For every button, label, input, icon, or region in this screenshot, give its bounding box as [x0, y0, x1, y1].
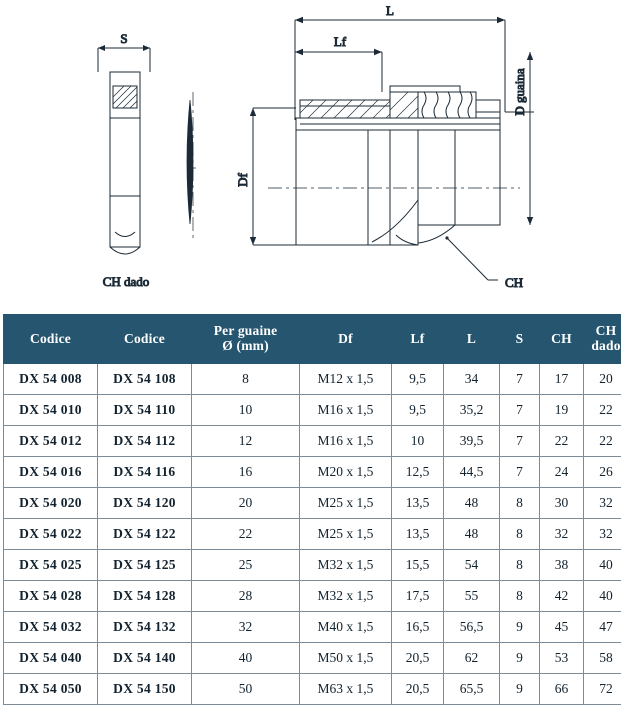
- table-row: [4, 550, 621, 581]
- header-lf: [392, 315, 444, 364]
- cell-value: 15,5: [392, 550, 444, 581]
- cell-value: 8: [500, 488, 540, 519]
- cell-code: DX 54 122: [98, 519, 192, 550]
- cell-value: 9: [500, 674, 540, 705]
- table-row: [4, 426, 621, 457]
- cell-value: 50: [192, 674, 300, 705]
- header-df: [300, 315, 392, 364]
- cell-value: 8: [500, 581, 540, 612]
- cell-value: 42: [540, 581, 584, 612]
- cell-code: DX 54 108: [98, 364, 192, 395]
- cell-value: 16,5: [392, 612, 444, 643]
- cell-value: 40: [192, 643, 300, 674]
- cell-code: DX 54 010: [4, 395, 98, 426]
- cell-code: DX 54 132: [98, 612, 192, 643]
- cell-value: 47: [584, 612, 621, 643]
- table-row: [4, 457, 621, 488]
- cell-value: 25: [192, 550, 300, 581]
- cell-code: DX 54 150: [98, 674, 192, 705]
- leader-ch: [445, 236, 498, 280]
- cell-value: 8: [500, 550, 540, 581]
- cell-value: 9: [500, 643, 540, 674]
- table-row: [4, 395, 621, 426]
- dim-lf: [295, 49, 382, 92]
- cell-code: DX 54 050: [4, 674, 98, 705]
- cell-value: 40: [584, 581, 621, 612]
- cell-value: 65,5: [444, 674, 500, 705]
- header-ch-dado: [584, 315, 621, 364]
- label-l: L: [386, 3, 394, 18]
- cell-code: DX 54 008: [4, 364, 98, 395]
- cell-value: 22: [584, 395, 621, 426]
- cell-value: 48: [444, 519, 500, 550]
- technical-drawing: [0, 0, 621, 312]
- cell-value: 22: [192, 519, 300, 550]
- cell-value: 62: [444, 643, 500, 674]
- table-row: [4, 364, 621, 395]
- cell-value: 66: [540, 674, 584, 705]
- table-body: [4, 364, 621, 705]
- cell-value: 20: [584, 364, 621, 395]
- cell-code: DX 54 128: [98, 581, 192, 612]
- cell-value: 13,5: [392, 488, 444, 519]
- label-s: S: [120, 31, 128, 46]
- cell-value: 30: [540, 488, 584, 519]
- table-row: [4, 643, 621, 674]
- cell-value: 7: [500, 364, 540, 395]
- cell-value: M50 x 1,5: [300, 643, 392, 674]
- cell-value: 39,5: [444, 426, 500, 457]
- cell-code: DX 54 032: [4, 612, 98, 643]
- label-ch: CH: [505, 275, 524, 290]
- cell-code: DX 54 040: [4, 643, 98, 674]
- table-row: [4, 581, 621, 612]
- cell-value: 20: [192, 488, 300, 519]
- cell-value: 26: [584, 457, 621, 488]
- cell-value: 22: [584, 426, 621, 457]
- cell-value: 7: [500, 426, 540, 457]
- cell-value: 10: [392, 426, 444, 457]
- header-codice-2: [98, 315, 192, 364]
- cell-value: 72: [584, 674, 621, 705]
- cell-value: M16 x 1,5: [300, 426, 392, 457]
- header-s: [500, 315, 540, 364]
- cell-value: 7: [500, 395, 540, 426]
- cell-value: M16 x 1,5: [300, 395, 392, 426]
- cell-code: DX 54 110: [98, 395, 192, 426]
- cell-value: M20 x 1,5: [300, 457, 392, 488]
- cell-value: 10: [192, 395, 300, 426]
- table-row: [4, 519, 621, 550]
- cell-value: 32: [540, 519, 584, 550]
- cell-value: 48: [444, 488, 500, 519]
- spec-table-container: [3, 314, 621, 705]
- label-lf: Lf: [333, 34, 347, 49]
- cell-value: M25 x 1,5: [300, 519, 392, 550]
- header-ch: [540, 315, 584, 364]
- cell-value: 20,5: [392, 674, 444, 705]
- cell-value: 40: [584, 550, 621, 581]
- cell-value: 16: [192, 457, 300, 488]
- cell-value: 35,2: [444, 395, 500, 426]
- header-per-guaine: [192, 315, 300, 364]
- cell-value: 7: [500, 457, 540, 488]
- spec-table: [3, 314, 621, 705]
- cell-code: DX 54 012: [4, 426, 98, 457]
- cell-value: 32: [584, 488, 621, 519]
- header-main: Codice: [124, 330, 165, 346]
- header-main: CH: [595, 323, 617, 339]
- cell-value: M12 x 1,5: [300, 364, 392, 395]
- cell-value: 17: [540, 364, 584, 395]
- cell-value: 12: [192, 426, 300, 457]
- header-main: CH: [551, 330, 572, 346]
- cell-value: M25 x 1,5: [300, 488, 392, 519]
- header-main: Per guaine: [213, 323, 278, 339]
- cell-value: 53: [540, 643, 584, 674]
- table-row: [4, 488, 621, 519]
- cell-value: M63 x 1,5: [300, 674, 392, 705]
- cell-value: 56,5: [444, 612, 500, 643]
- cell-value: 38: [540, 550, 584, 581]
- cell-value: 12,5: [392, 457, 444, 488]
- cell-code: DX 54 028: [4, 581, 98, 612]
- cell-value: M40 x 1,5: [300, 612, 392, 643]
- cell-value: 19: [540, 395, 584, 426]
- cell-value: 28: [192, 581, 300, 612]
- header-main: L: [466, 330, 477, 346]
- drawing-svg: [0, 0, 621, 312]
- cell-value: 9,5: [392, 364, 444, 395]
- header-main: Codice: [30, 330, 71, 346]
- table-header-row: [4, 315, 621, 364]
- cell-code: DX 54 120: [98, 488, 192, 519]
- cell-code: DX 54 025: [4, 550, 98, 581]
- dim-l: [295, 17, 505, 120]
- cell-code: DX 54 125: [98, 550, 192, 581]
- cell-value: M32 x 1,5: [300, 550, 392, 581]
- dim-s: [98, 45, 150, 72]
- cell-value: 32: [584, 519, 621, 550]
- cell-value: 8: [500, 519, 540, 550]
- cell-value: 32: [192, 612, 300, 643]
- cell-value: 45: [540, 612, 584, 643]
- cell-value: 44,5: [444, 457, 500, 488]
- cell-value: 20,5: [392, 643, 444, 674]
- header-sub: Ø (mm): [222, 338, 269, 353]
- dim-df: [250, 108, 296, 245]
- cell-value: 13,5: [392, 519, 444, 550]
- header-sub: dado: [591, 338, 621, 353]
- table-row: [4, 612, 621, 643]
- cell-value: 54: [444, 550, 500, 581]
- header-l: [444, 315, 500, 364]
- label-ch-dado-nut: CH dado: [102, 274, 150, 289]
- cell-value: 55: [444, 581, 500, 612]
- header-main: Df: [338, 330, 353, 346]
- header-codice-1: [4, 315, 98, 364]
- header-main: S: [515, 330, 524, 346]
- table-row: [4, 674, 621, 705]
- cell-code: DX 54 022: [4, 519, 98, 550]
- cell-value: 9,5: [392, 395, 444, 426]
- cell-code: DX 54 020: [4, 488, 98, 519]
- cell-value: M32 x 1,5: [300, 581, 392, 612]
- cell-value: 9: [500, 612, 540, 643]
- cell-value: 58: [584, 643, 621, 674]
- label-df: Df: [235, 173, 250, 187]
- cell-value: 34: [444, 364, 500, 395]
- cell-value: 22: [540, 426, 584, 457]
- cell-value: 24: [540, 457, 584, 488]
- cell-value: 17,5: [392, 581, 444, 612]
- cell-code: DX 54 112: [98, 426, 192, 457]
- cell-code: DX 54 140: [98, 643, 192, 674]
- cell-code: DX 54 116: [98, 457, 192, 488]
- cell-code: DX 54 016: [4, 457, 98, 488]
- label-d-guaina: D guaina: [512, 68, 527, 116]
- cell-value: 8: [192, 364, 300, 395]
- header-main: Lf: [410, 330, 425, 346]
